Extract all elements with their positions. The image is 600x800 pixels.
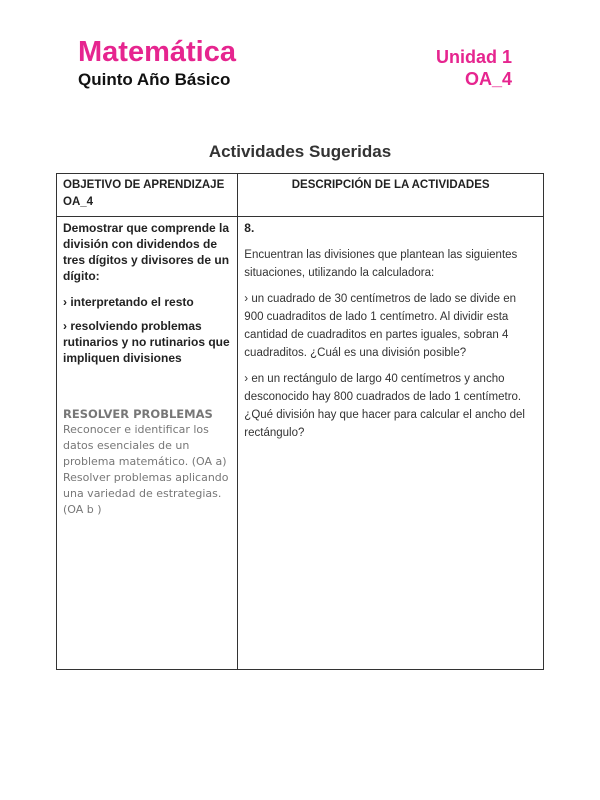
activity-paragraph: Encuentran las divisiones que plantean las siguientes situaciones, utilizando la calculadora: — [244, 249, 518, 279]
skills-title: RESOLVER PROBLEMAS — [63, 407, 213, 421]
activities-table — [56, 173, 544, 670]
description-header: DESCRIPCIÓN DE LA ACTIVIDADES — [238, 174, 544, 217]
grade-subtitle: Quinto Año Básico — [78, 70, 231, 89]
objective-bullet: › resolviendo problemas rutinarios y no rutinarios que impliquen divisiones — [63, 319, 230, 365]
skills-line: Reconocer e identificar los datos esenciales de un problema matemático. (OA a) — [63, 423, 227, 468]
objective-bullet: › interpretando el resto — [63, 295, 194, 309]
section-title: Actividades Sugeridas — [208, 142, 392, 161]
activity-paragraph: › en un rectángulo de largo 40 centímetros y ancho desconocido hay 800 cuadrados de lado 1 centímetro. ¿Qué división hay que hacer para calcular el ancho del rectángulo? — [244, 373, 525, 439]
skills-block — [63, 406, 231, 518]
activity-paragraph: › un cuadrado de 30 centímetros de lado se divide en 900 cuadraditos de lado 1 centímetro. Al dividir esta cantidad de cuadraditos en partes iguales, sobran 4 cuadraditos. ¿Cuál es una división posible? — [244, 293, 517, 359]
objective-text: Demostrar que comprende la división con dividendos de tres dígitos y divisores de un dígito: — [63, 221, 230, 283]
unit-label: Unidad 1 — [435, 47, 512, 67]
subject-title: Matemática — [78, 36, 236, 68]
table-header-row — [57, 174, 544, 217]
description-cell — [238, 217, 544, 670]
activity-number: 8. — [244, 221, 255, 235]
header-left — [78, 36, 236, 90]
oa-label: OA_4 — [464, 69, 512, 89]
objective-cell — [57, 217, 238, 670]
header-right — [436, 46, 512, 90]
objective-header: OBJETIVO DE APRENDIZAJE OA_4 — [57, 174, 238, 217]
skills-line: Resolver problemas aplicando una variedad de estrategias. (OA b ) — [63, 471, 229, 516]
table-body-row — [57, 217, 544, 670]
